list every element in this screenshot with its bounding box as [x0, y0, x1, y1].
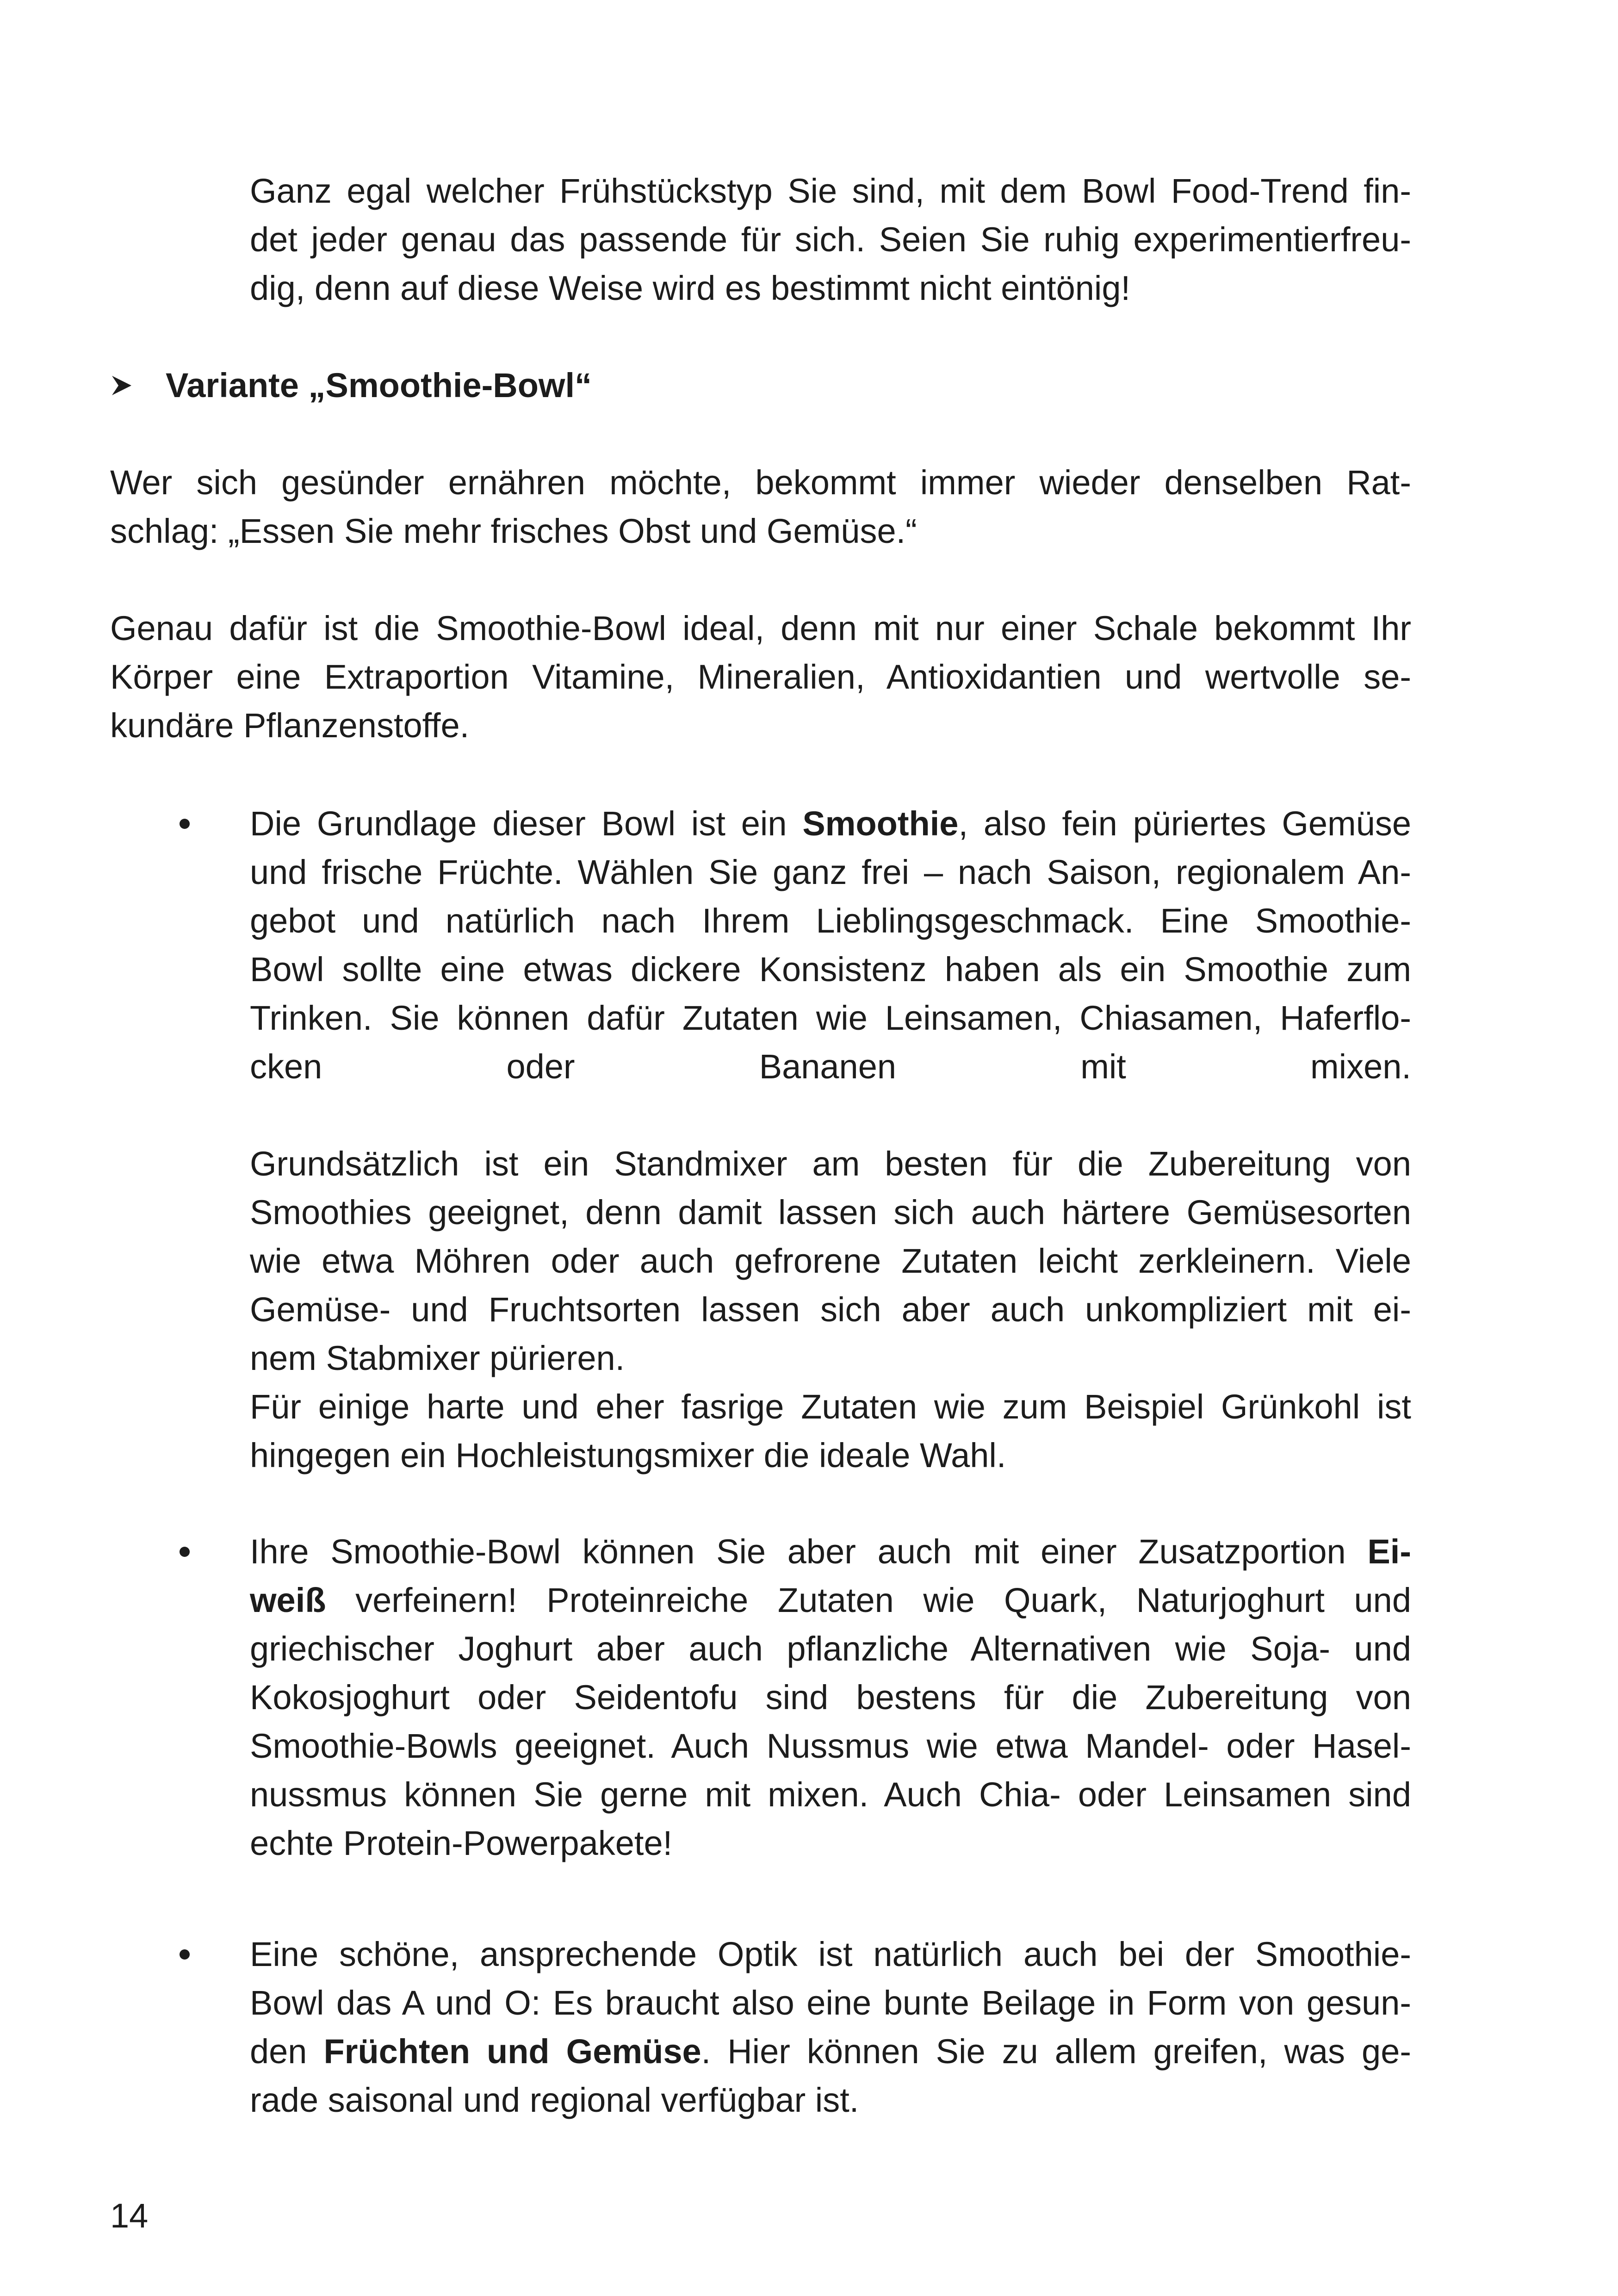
word: mit: [1080, 1047, 1126, 1086]
section-heading: [110, 361, 592, 410]
bullet-item-smoothie-base: [250, 799, 1411, 1480]
arrowhead-bullet-icon: [110, 361, 166, 410]
paragraph-advice: [110, 458, 1411, 555]
intro-line: dig, denn auf diese Weise wird es bestimmt nicht eintönig!: [250, 269, 1131, 307]
paragraph-smoothie-bowl-ideal: [110, 604, 1411, 750]
bullet-line: griechischer Joghurt aber auch pflanzliche Alternativen wie Soja- und: [250, 1630, 1411, 1668]
bullet-line: wie etwa Möhren oder auch gefrorene Zutaten leicht zerkleinern. Viele: [250, 1242, 1411, 1280]
word: cken: [250, 1047, 322, 1086]
bullet-line: Gemüse- und Fruchtsorten lassen sich aber auch unkompliziert mit ei-: [250, 1290, 1411, 1329]
bullet-line: Smoothie-Bowls geeignet. Auch Nussmus wie etwa Mandel- oder Hasel-: [250, 1727, 1411, 1765]
bullet-line: [250, 1527, 1411, 1576]
paragraph-line: kundäre Pflanzenstoffe.: [110, 706, 470, 745]
bold-text-run: weiß: [250, 1581, 326, 1619]
page-number: 14: [110, 2196, 149, 2235]
intro-paragraph: [250, 167, 1411, 312]
bullet-item-toppings: [250, 1930, 1411, 2124]
paragraph-line: schlag: „Essen Sie mehr frisches Obst und Gemüse.“: [110, 512, 917, 550]
intro-line: det jeder genau das passende für sich. Seien Sie ruhig experimentierfreu-: [250, 220, 1411, 259]
text-run: , also fein püriertes Gemüse: [958, 804, 1411, 843]
text-run: Die Grundlage dieser Bowl ist ein: [250, 804, 803, 843]
word: oder: [506, 1047, 575, 1086]
bullet-dot-icon: [180, 799, 198, 848]
section-heading-text: Variante „Smoothie-Bowl“: [166, 366, 592, 404]
bullet-item-protein: [250, 1527, 1411, 1867]
intro-line: Ganz egal welcher Frühstückstyp Sie sind, mit dem Bowl Food-Trend fin-: [250, 172, 1411, 210]
text-run: den: [250, 2032, 324, 2071]
bullet-line-spread: [250, 1042, 1411, 1091]
bullet-line: nussmus können Sie gerne mit mixen. Auch Chia- oder Leinsamen sind: [250, 1775, 1411, 1814]
word: Bananen: [759, 1047, 897, 1086]
bullet-line: [250, 2027, 1411, 2076]
word: mixen.: [1310, 1047, 1411, 1086]
paragraph-line: Körper eine Extraportion Vitamine, Mineralien, Antioxidantien und wertvolle se-: [110, 658, 1411, 696]
bold-text-run: Früchten und Gemüse: [323, 2032, 701, 2071]
bullet-line: Smoothies geeignet, denn damit lassen sich auch härtere Gemüsesorten: [250, 1193, 1411, 1232]
bold-text-run: Ei-: [1367, 1532, 1411, 1571]
bullet-line: Eine schöne, ansprechende Optik ist natürlich auch bei der Smoothie-: [250, 1935, 1411, 1973]
bullet-dot-icon: [180, 1527, 198, 1576]
bullet-dot-icon: [180, 1930, 198, 1979]
bullet-line: [250, 799, 1411, 848]
bullet-line: Kokosjoghurt oder Seidentofu sind bestens für die Zubereitung von: [250, 1678, 1411, 1717]
bullet-line: gebot und natürlich nach Ihrem Lieblingsgeschmack. Eine Smoothie-: [250, 902, 1411, 940]
bold-text-run: Smoothie: [802, 804, 959, 843]
text-run: verfeinern! Proteinreiche Zutaten wie Quark, Naturjoghurt und: [326, 1581, 1411, 1619]
bullet-line: nem Stabmixer pürieren.: [250, 1339, 625, 1377]
bullet-line: Grundsätzlich ist ein Standmixer am besten für die Zubereitung von: [250, 1145, 1411, 1183]
text-run: . Hier können Sie zu allem greifen, was ge-: [701, 2032, 1412, 2071]
bullet-line: und frische Früchte. Wählen Sie ganz frei – nach Saison, regionalem An-: [250, 853, 1411, 891]
paragraph-line: Wer sich gesünder ernähren möchte, bekommt immer wieder denselben Rat-: [110, 463, 1411, 502]
bullet-line: Bowl sollte eine etwas dickere Konsistenz haben als ein Smoothie zum: [250, 950, 1411, 989]
text-run: Ihre Smoothie-Bowl können Sie aber auch mit einer Zusatzportion: [250, 1532, 1368, 1571]
bullet-line: hingegen ein Hochleistungsmixer die ideale Wahl.: [250, 1436, 1006, 1475]
bullet-line: [250, 1576, 1411, 1624]
bullet-line: Bowl das A und O: Es braucht also eine bunte Beilage in Form von gesun-: [250, 1984, 1411, 2022]
bullet-line: Für einige harte und eher fasrige Zutaten wie zum Beispiel Grünkohl ist: [250, 1388, 1411, 1426]
paragraph-line: Genau dafür ist die Smoothie-Bowl ideal, denn mit nur einer Schale bekommt Ihr: [110, 609, 1411, 647]
bullet-line: rade saisonal und regional verfügbar ist.: [250, 2081, 859, 2119]
bullet-line: Trinken. Sie können dafür Zutaten wie Leinsamen, Chiasamen, Haferflo-: [250, 999, 1411, 1037]
bullet-line: echte Protein-Powerpakete!: [250, 1824, 673, 1862]
